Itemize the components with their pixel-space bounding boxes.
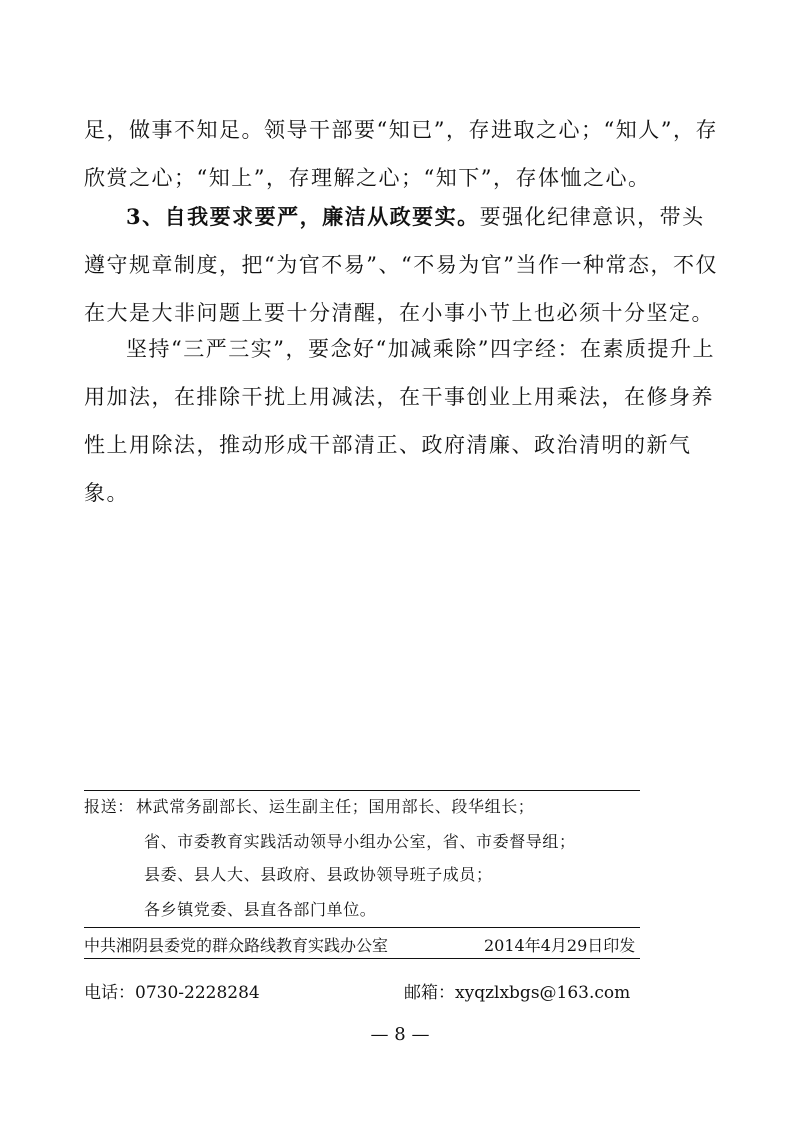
contact-email: 邮箱：xyqzlxbgs@163.com: [404, 983, 631, 1003]
distribution-line-3: 县委、县人大、县政府、县政协领导班子成员；: [144, 865, 493, 884]
paragraph-3: 坚持“三严三实”，要念好“加减乘除”四字经：在素质提升上用加法，在排除干扰上用减法，在干事创业上用乘法，在修身养性上用除法，推动形成干部清正、政府清廉、政治清明的新气象。: [84, 337, 715, 505]
issuer-office: 中共湘阴县委党的群众路线教育实践办公室: [84, 936, 389, 955]
paragraph-2-text: 要强化纪律意识，带头遵守规章制度，把“为官不易”、“不易为官”当作一种常态，不仅在大是大非问题上要十分清醒，在小事小节上也必须十分坚定。: [84, 205, 718, 325]
rule-top: [84, 790, 640, 791]
page-number: — 8 —: [370, 1024, 430, 1045]
contact-phone: 电话：0730-2228284: [84, 983, 260, 1003]
paragraph-1: 足，做事不知足。领导干部要“知已”，存进取之心；“知人”，存欣赏之心；“知上”，存理解之心；“知下”，存体恤之心。: [84, 118, 718, 190]
distribution-line-2: 省、市委教育实践活动领导小组办公室，省、市委督导组；: [144, 832, 576, 851]
issue-date: 2014年4月29日印发: [484, 936, 636, 955]
paragraph-2-heading: 3、自我要求要严，廉洁从政要实。: [126, 204, 480, 229]
rule-bottom: [84, 958, 640, 959]
distribution-line-1: 林武常务副部长、运生副主任；国用部长、段华组长；: [136, 797, 535, 816]
distribution-label: 报送：: [84, 797, 134, 816]
paragraph-2: [84, 193, 724, 337]
rule-middle: [84, 927, 640, 928]
distribution-line-4: 各乡镇党委、县直各部门单位。: [144, 900, 377, 919]
